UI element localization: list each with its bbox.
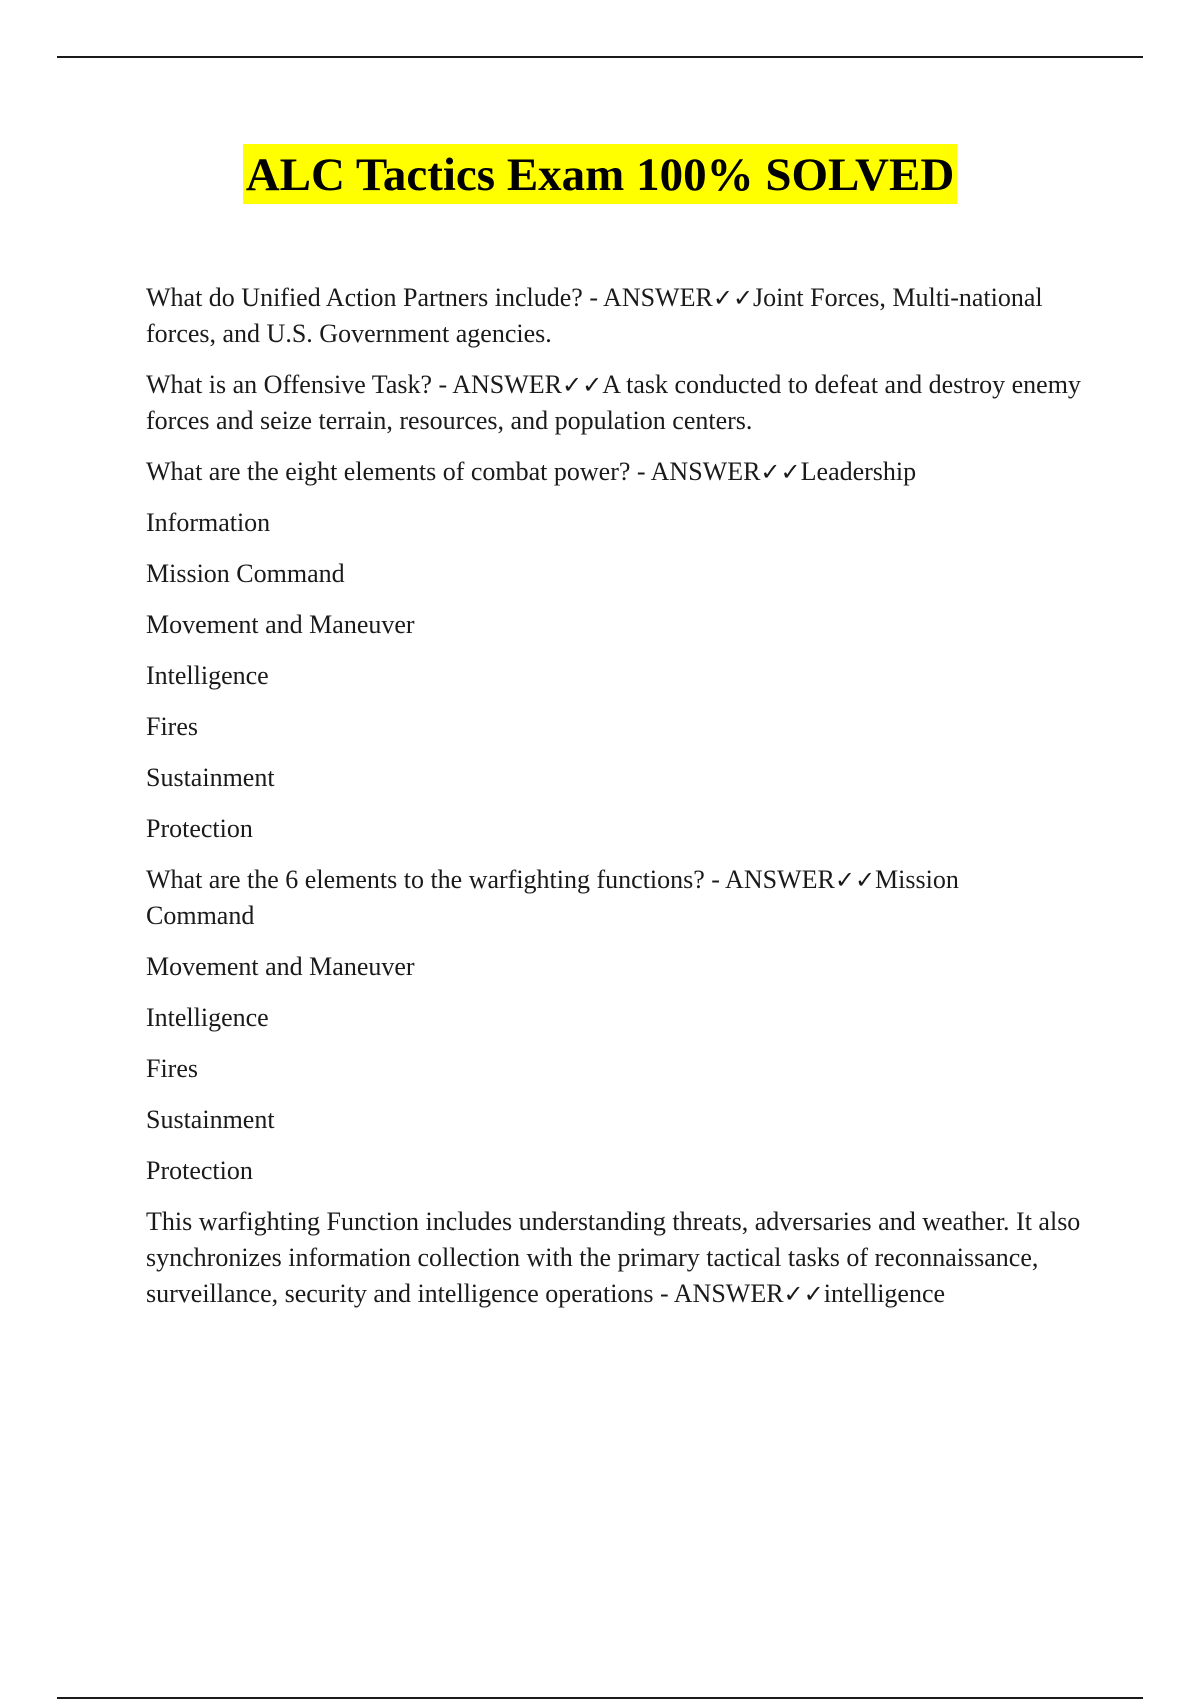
qa-item bbox=[146, 862, 1056, 934]
question-text: What do Unified Action Partners include? - bbox=[146, 283, 604, 312]
list-item: Intelligence bbox=[146, 1003, 269, 1032]
answer-label: ANSWER bbox=[725, 865, 835, 894]
list-item: Information bbox=[146, 508, 271, 537]
answer-label: ANSWER bbox=[452, 370, 563, 399]
list-item: Mission Command bbox=[146, 559, 345, 588]
qa-item bbox=[146, 367, 1106, 439]
question-text: What are the eight elements of combat power? - bbox=[146, 457, 651, 486]
list-item: Movement and Maneuver bbox=[146, 952, 415, 981]
check-icon: ✓✓ bbox=[834, 866, 876, 894]
list-item: Intelligence bbox=[146, 661, 269, 690]
answer-text: Joint Forces, Multi-national forces, and U.S. Government agencies. bbox=[146, 283, 1043, 348]
document-title: ALC Tactics Exam 100% SOLVED bbox=[243, 144, 958, 204]
list-item: Fires bbox=[146, 712, 198, 741]
bottom-rule bbox=[57, 1697, 1143, 1699]
answer-text: Mission Command bbox=[146, 865, 959, 930]
list-item: Protection bbox=[146, 814, 253, 843]
title-container bbox=[0, 144, 1200, 204]
answer-label: ANSWER bbox=[603, 283, 713, 312]
document-body bbox=[146, 280, 1106, 1327]
answer-text: Leadership bbox=[800, 457, 917, 486]
check-icon: ✓✓ bbox=[562, 371, 603, 399]
check-icon: ✓✓ bbox=[783, 1280, 824, 1308]
list-item: Sustainment bbox=[146, 1105, 275, 1134]
question-text: This warfighting Function includes understanding threats, adversaries and weather. It also synchronizes information collection with the primary tactical tasks of reconnaissance, surveillance, security and intelligence operations - bbox=[146, 1207, 1081, 1308]
question-text: What are the 6 elements to the warfighting functions? - bbox=[146, 865, 726, 894]
qa-item bbox=[146, 454, 1106, 490]
list-item: Sustainment bbox=[146, 763, 275, 792]
check-icon: ✓✓ bbox=[760, 458, 801, 486]
qa-item bbox=[146, 280, 1056, 352]
answer-label: ANSWER bbox=[673, 1279, 784, 1308]
list-item: Fires bbox=[146, 1054, 198, 1083]
list-item: Protection bbox=[146, 1156, 253, 1185]
list-item: Movement and Maneuver bbox=[146, 610, 415, 639]
question-text: What is an Offensive Task? - bbox=[146, 370, 453, 399]
answer-label: ANSWER bbox=[650, 457, 761, 486]
answer-text: intelligence bbox=[823, 1279, 946, 1308]
answer-text: A task conducted to defeat and destroy enemy forces and seize terrain, resources, and population centers. bbox=[146, 370, 1081, 435]
check-icon: ✓✓ bbox=[712, 284, 754, 312]
top-rule bbox=[57, 56, 1143, 58]
qa-item bbox=[146, 1204, 1106, 1312]
